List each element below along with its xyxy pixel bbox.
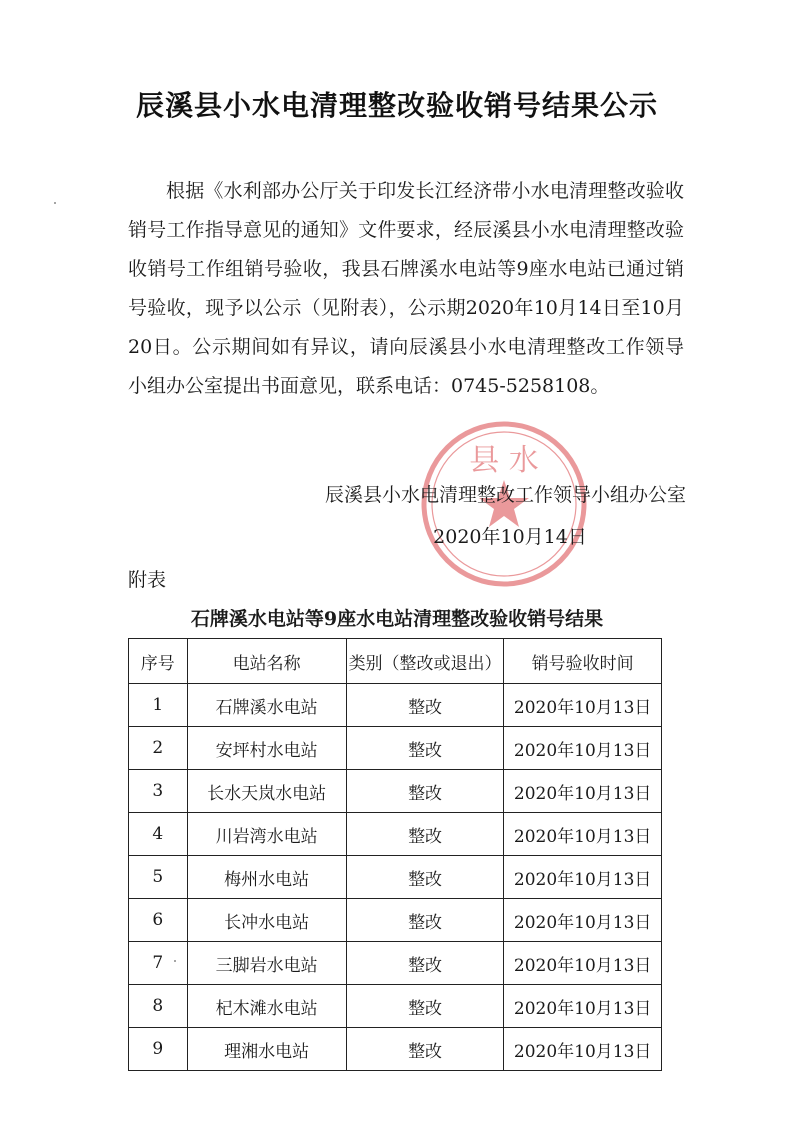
table-row bbox=[129, 813, 662, 856]
cell-acceptance-time: 2020年10月13日 bbox=[504, 942, 662, 985]
cell-category: 整改 bbox=[346, 985, 504, 1028]
header-index: 序号 bbox=[129, 639, 188, 684]
cell-index: 5 bbox=[129, 856, 188, 899]
table-title: 石牌溪水电站等9座水电站清理整改验收销号结果 bbox=[190, 608, 604, 630]
cell-category: 整改 bbox=[346, 727, 504, 770]
table-row bbox=[129, 770, 662, 813]
table-row bbox=[129, 985, 662, 1028]
cell-station-name: 长水天岚水电站 bbox=[187, 770, 346, 813]
table-row bbox=[129, 899, 662, 942]
results-table bbox=[128, 638, 662, 1071]
header-acceptance-time: 销号验收时间 bbox=[504, 639, 662, 684]
seal-text: 县 水 bbox=[469, 443, 539, 478]
cell-category: 整改 bbox=[346, 1028, 504, 1071]
cell-index: 1 bbox=[129, 684, 188, 727]
cell-station-name: 三脚岩水电站 bbox=[187, 942, 346, 985]
header-station-name: 电站名称 bbox=[187, 639, 346, 684]
cell-station-name: 理湘水电站 bbox=[187, 1028, 346, 1071]
cell-acceptance-time: 2020年10月13日 bbox=[504, 684, 662, 727]
cell-category: 整改 bbox=[346, 942, 504, 985]
cell-index: 4 bbox=[129, 813, 188, 856]
cell-station-name: 安坪村水电站 bbox=[187, 727, 346, 770]
cell-station-name: 长冲水电站 bbox=[187, 899, 346, 942]
cell-index: 3 bbox=[129, 770, 188, 813]
cell-station-name: 川岩湾水电站 bbox=[187, 813, 346, 856]
cell-index: 6 bbox=[129, 899, 188, 942]
scan-speck bbox=[174, 960, 176, 962]
cell-category: 整改 bbox=[346, 813, 504, 856]
cell-acceptance-time: 2020年10月13日 bbox=[504, 770, 662, 813]
appendix-label: 附表 bbox=[128, 569, 167, 591]
cell-index: 9 bbox=[129, 1028, 188, 1071]
cell-station-name: 杞木滩水电站 bbox=[187, 985, 346, 1028]
issue-date: 2020年10月14日 bbox=[433, 526, 587, 548]
table-row bbox=[129, 684, 662, 727]
cell-category: 整改 bbox=[346, 899, 504, 942]
cell-category: 整改 bbox=[346, 684, 504, 727]
cell-acceptance-time: 2020年10月13日 bbox=[504, 856, 662, 899]
cell-acceptance-time: 2020年10月13日 bbox=[504, 899, 662, 942]
notice-body: 根据《水利部办公厅关于印发长江经济带小水电清理整改验收销号工作指导意见的通知》文件要求，经辰溪县小水电清理整改验收销号工作组销号验收，我县石牌溪水电站等9座水电站已通过销号验收，现予以公示（见附表），公示期2020年10月14日至10月20日。公示期间如有异议，请向辰溪县小水电清理整改工作领导小组办公室提出书面意见，联系电话：0745-5258108。 bbox=[128, 180, 684, 397]
cell-station-name: 石牌溪水电站 bbox=[187, 684, 346, 727]
signer-name: 辰溪县小水电清理整改工作领导小组办公室 bbox=[324, 484, 686, 506]
cell-index: 7 bbox=[129, 942, 188, 985]
table-row bbox=[129, 856, 662, 899]
table-row bbox=[129, 1028, 662, 1071]
table-row bbox=[129, 727, 662, 770]
page-title: 辰溪县小水电清理整改验收销号结果公示 bbox=[135, 89, 658, 122]
scan-speck bbox=[54, 202, 56, 204]
cell-acceptance-time: 2020年10月13日 bbox=[504, 985, 662, 1028]
cell-index: 2 bbox=[129, 727, 188, 770]
table-row bbox=[129, 942, 662, 985]
cell-station-name: 梅州水电站 bbox=[187, 856, 346, 899]
header-category: 类别（整改或退出） bbox=[346, 639, 504, 684]
cell-acceptance-time: 2020年10月13日 bbox=[504, 1028, 662, 1071]
table-header-row bbox=[129, 639, 662, 684]
cell-index: 8 bbox=[129, 985, 188, 1028]
cell-acceptance-time: 2020年10月13日 bbox=[504, 813, 662, 856]
cell-category: 整改 bbox=[346, 856, 504, 899]
cell-acceptance-time: 2020年10月13日 bbox=[504, 727, 662, 770]
cell-category: 整改 bbox=[346, 770, 504, 813]
